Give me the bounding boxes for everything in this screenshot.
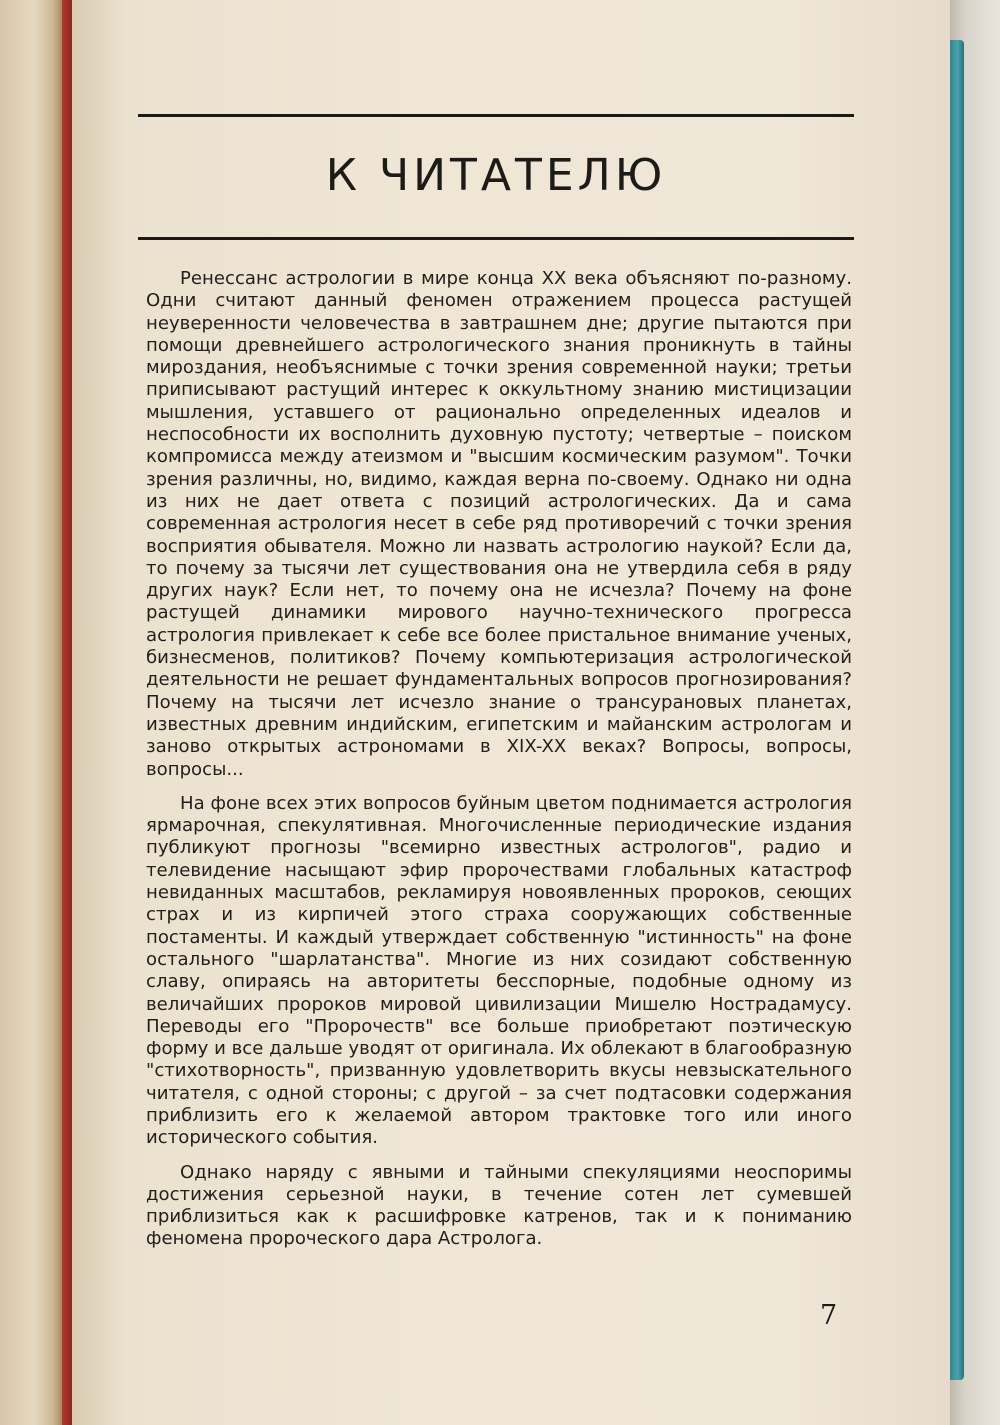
previous-page-edge <box>0 0 62 1425</box>
title-rule-bottom <box>138 237 854 240</box>
title-rule-top <box>138 114 854 117</box>
page-number: 7 <box>820 1300 838 1331</box>
body-text <box>146 268 852 1251</box>
book-cover-edge-right <box>948 40 964 1380</box>
paragraph-1: Ренессанс астрологии в мире конца XX века объясняют по-разному. Одни считают данный феномен отражением процесса растущей неуверенности человечества в завтрашнем дне; другие пытаются при помощи древнейшего астрологического знания проникнуть в тайны мироздания, необъяснимые с точки зрения современной науки; третьи приписывают растущий интерес к оккультному знанию мистицизации мышления, уставшего от рационально определенных идеалов и неспособности их восполнить духовную пустоту; четвертые – поиском компромисса между атеизмом и "высшим космическим разумом". Точки зрения различны, но, видимо, каждая верна по-своему. Однако ни одна из них не дает ответа с позиций астрологических. Да и сама современная астрология несет в себе ряд противоречий с точки зрения восприятия обывателя. Можно ли назвать астрологию наукой? Если да, то почему за тысячи лет существования она не утвердила себя в ряду других наук? Если нет, то почему она не исчезла? Почему на фоне растущей динамики мирового научно-технического прогресса астрология привлекает к себе все более пристальное внимание ученых, бизнесменов, политиков? Почему компьютеризация астрологической деятельности не решает фундаментальных вопросов прогнозирования? Почему на тысячи лет исчезло знание о трансурановых планетах, известных древним индийским, египетским и майанским астрологам и заново открытых астрономами в XIX-XX веках? Вопросы, вопросы, вопросы... <box>146 268 852 780</box>
paragraph-2: На фоне всех этих вопросов буйным цветом поднимается астрология ярмарочная, спекулятивная. Многочисленные периодические издания публикуют прогнозы "всемирно известных астрологов", радио и телевидение насыщают эфир пророчествами глобальных катастроф невиданных масштабов, рекламируя новоявленных пророков, сеющих страх и из кирпичей этого страха сооружающих собственные постаменты. И каждый утверждает собственную "истинность" на фоне остального "шарлатанства". Многие из них созидают собственную славу, опираясь на авторитеты бесспорные, подобные одному из величайших пророков мировой цивилизации Мишелю Нострадамусу. Переводы его "Пророчеств" все больше приобретают поэтическую форму и все дальше уводят от оригинала. Их облекают в благообразную "стихотворность", призванную удовлетворить вкусы невзыскательного читателя, с одной стороны; с другой – за счет подтасовки содержания приблизить его к желаемой автором трактовке того или иного исторического события. <box>146 792 853 1149</box>
paragraph-3: Однако наряду с явными и тайными спекуляциями неоспоримы достижения серьезной науки, в течение сотен лет сумевшей приблизиться как к расшифровке катренов, так и к пониманию феномена пророческого дара Астролога. <box>146 1161 852 1250</box>
book-cover-edge-left <box>62 0 72 1425</box>
chapter-title: К ЧИТАТЕЛЮ <box>325 150 667 201</box>
